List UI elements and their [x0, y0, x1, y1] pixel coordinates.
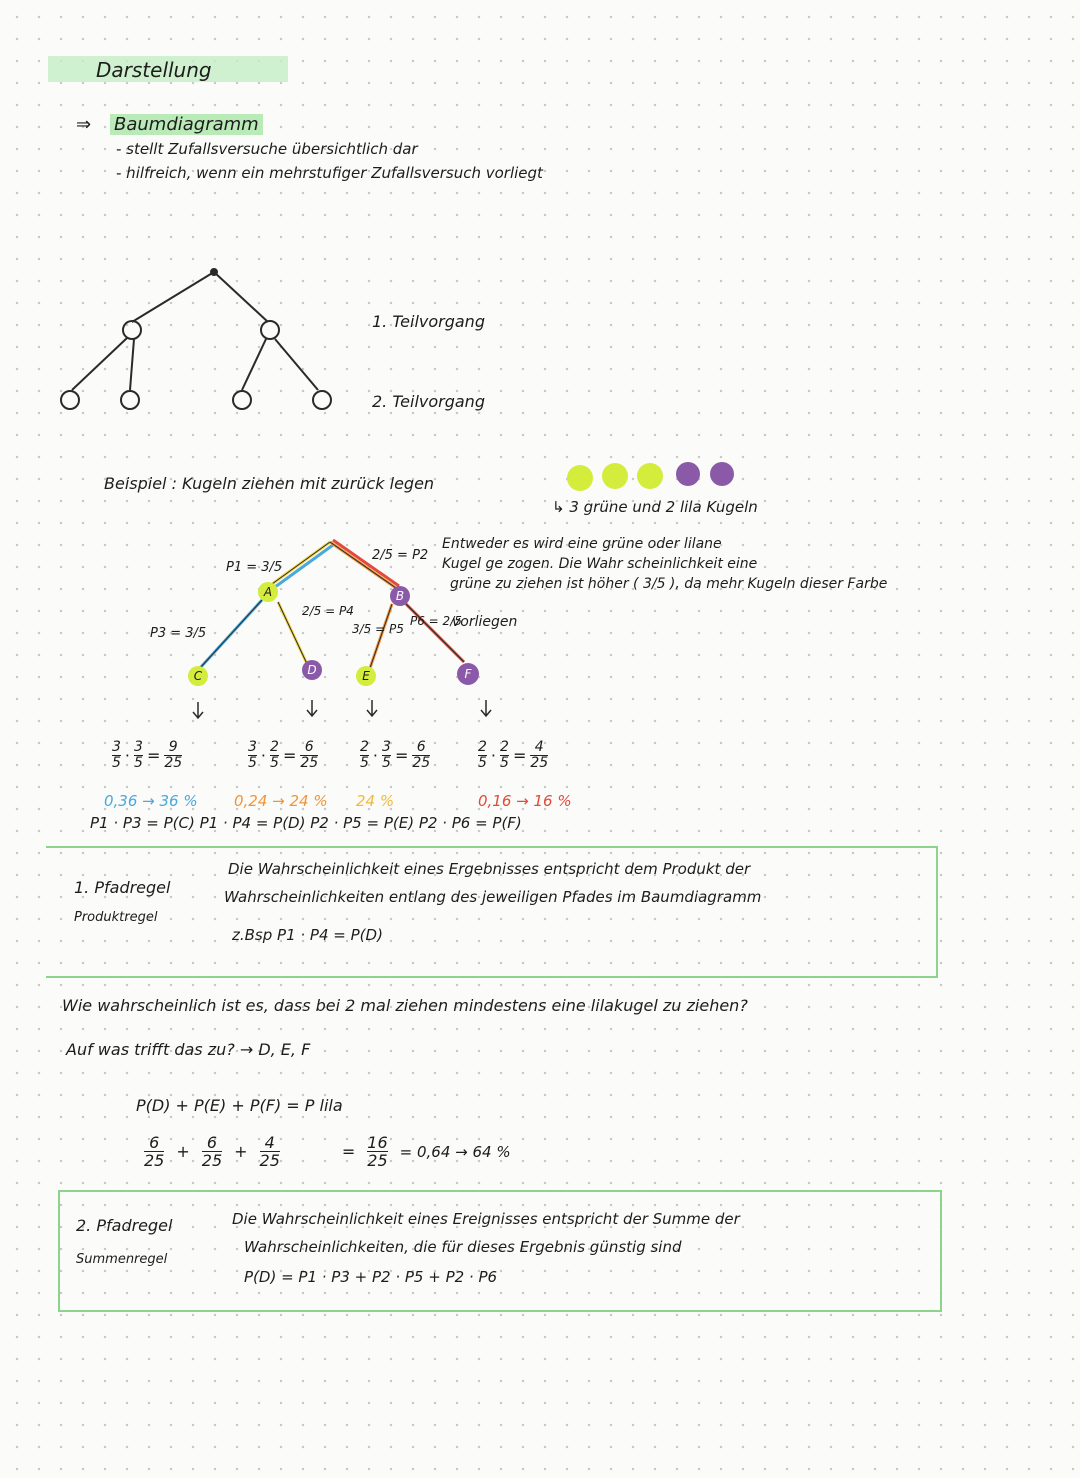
product-f: $\frac{2}{5}$ · $\frac{2}{5}$ = $\frac{4}{25}$: [478, 739, 549, 771]
explanation-line-3: grüne zu ziehen ist höher ( 3/5 ), da mehr Kugeln dieser Farbe: [450, 576, 888, 592]
rule1-line-2: Wahrscheinlichkeiten entlang des jeweiligen Pfades im Baumdiagramm: [224, 888, 762, 906]
sum-line: P(D) + P(E) + P(F) = P lila: [136, 1096, 343, 1115]
branch-label-p6: P6 = 2/5: [410, 614, 462, 628]
rule2-line-3: P(D) = P1 · P3 + P2 · P5 + P2 · P6: [244, 1268, 498, 1286]
rule1-subtitle: Produktregel: [74, 910, 158, 925]
sum-calculation: $\frac{6}{25}$ + $\frac{6}{25}$ + $\frac{4}{25}$ = $\frac{16}{25}$ = 0,64 → 64 %: [144, 1133, 511, 1170]
node-label-e: E: [362, 669, 370, 683]
explanation-line-4: vorliegen: [452, 614, 518, 630]
branch-label-p5: 3/5 = P5: [352, 622, 404, 636]
section-title: Baumdiagramm: [110, 114, 263, 135]
section-arrow: ⇒: [76, 114, 92, 135]
path-products: P1 · P3 = P(C) P1 · P4 = P(D) P2 · P5 = P(E) P2 · P6 = P(F): [90, 814, 522, 832]
product-c: $\frac{3}{5}$ · $\frac{3}{5}$ = $\frac{9}{25}$: [112, 739, 183, 771]
bullet-2: - hilfreich, wenn ein mehrstufiger Zufallsversuch vorliegt: [116, 164, 543, 182]
percent-e: 24 %: [356, 792, 395, 810]
percent-d: 0,24 → 24 %: [234, 792, 328, 810]
rule2-title: 2. Pfadregel: [76, 1216, 173, 1235]
page-heading: Darstellung: [96, 58, 212, 82]
explanation-line-2: Kugel ge zogen. Die Wahr scheinlichkeit eine: [442, 556, 758, 572]
product-e: $\frac{2}{5}$ · $\frac{3}{5}$ = $\frac{6}{25}$: [360, 739, 431, 771]
question-line-1: Wie wahrscheinlich ist es, dass bei 2 mal ziehen mindestens eine lilakugel zu ziehen?: [62, 996, 748, 1015]
rule1-title: 1. Pfadregel: [74, 878, 171, 897]
rule1-line-3: z.Bsp P1 · P4 = P(D): [232, 926, 383, 944]
bullet-1: - stellt Zufallsversuche übersichtlich dar: [116, 140, 418, 158]
rule2-line-1: Die Wahrscheinlichkeit eines Ereignisses entspricht der Summe der: [232, 1210, 740, 1228]
node-label-f: F: [464, 667, 472, 681]
example-title: Beispiel : Kugeln ziehen mit zurück legen: [104, 474, 435, 493]
branch-label-p2: 2/5 = P2: [372, 548, 429, 563]
rule2-line-2: Wahrscheinlichkeiten, die für dieses Ergebnis günstig sind: [244, 1238, 682, 1256]
product-d: $\frac{3}{5}$ · $\frac{2}{5}$ = $\frac{6}{25}$: [248, 739, 319, 771]
explanation-line-1: Entweder es wird eine grüne oder lilane: [442, 536, 722, 552]
percent-f: 0,16 → 16 %: [478, 792, 572, 810]
branch-label-p1: P1 = 3/5: [226, 560, 283, 575]
rule2-subtitle: Summenregel: [76, 1252, 168, 1267]
node-label-c: C: [193, 669, 203, 683]
balls-caption: ↳ 3 grüne und 2 lila Kugeln: [552, 498, 758, 516]
stage-label-1: 1. Teilvorgang: [372, 312, 485, 331]
branch-label-p4: 2/5 = P4: [302, 604, 354, 618]
node-label-b: B: [395, 589, 405, 603]
sum-result: = 0,64 → 64 %: [399, 1142, 511, 1161]
node-label-d: D: [307, 663, 317, 677]
percent-c: 0,36 → 36 %: [104, 792, 198, 810]
branch-label-p3: P3 = 3/5: [150, 626, 207, 641]
rule1-line-1: Die Wahrscheinlichkeit eines Ergebnisses entspricht dem Produkt der: [228, 860, 751, 878]
node-label-a: A: [263, 585, 273, 599]
stage-label-2: 2. Teilvorgang: [372, 392, 485, 411]
question-line-2: Auf was trifft das zu? → D, E, F: [66, 1040, 311, 1059]
